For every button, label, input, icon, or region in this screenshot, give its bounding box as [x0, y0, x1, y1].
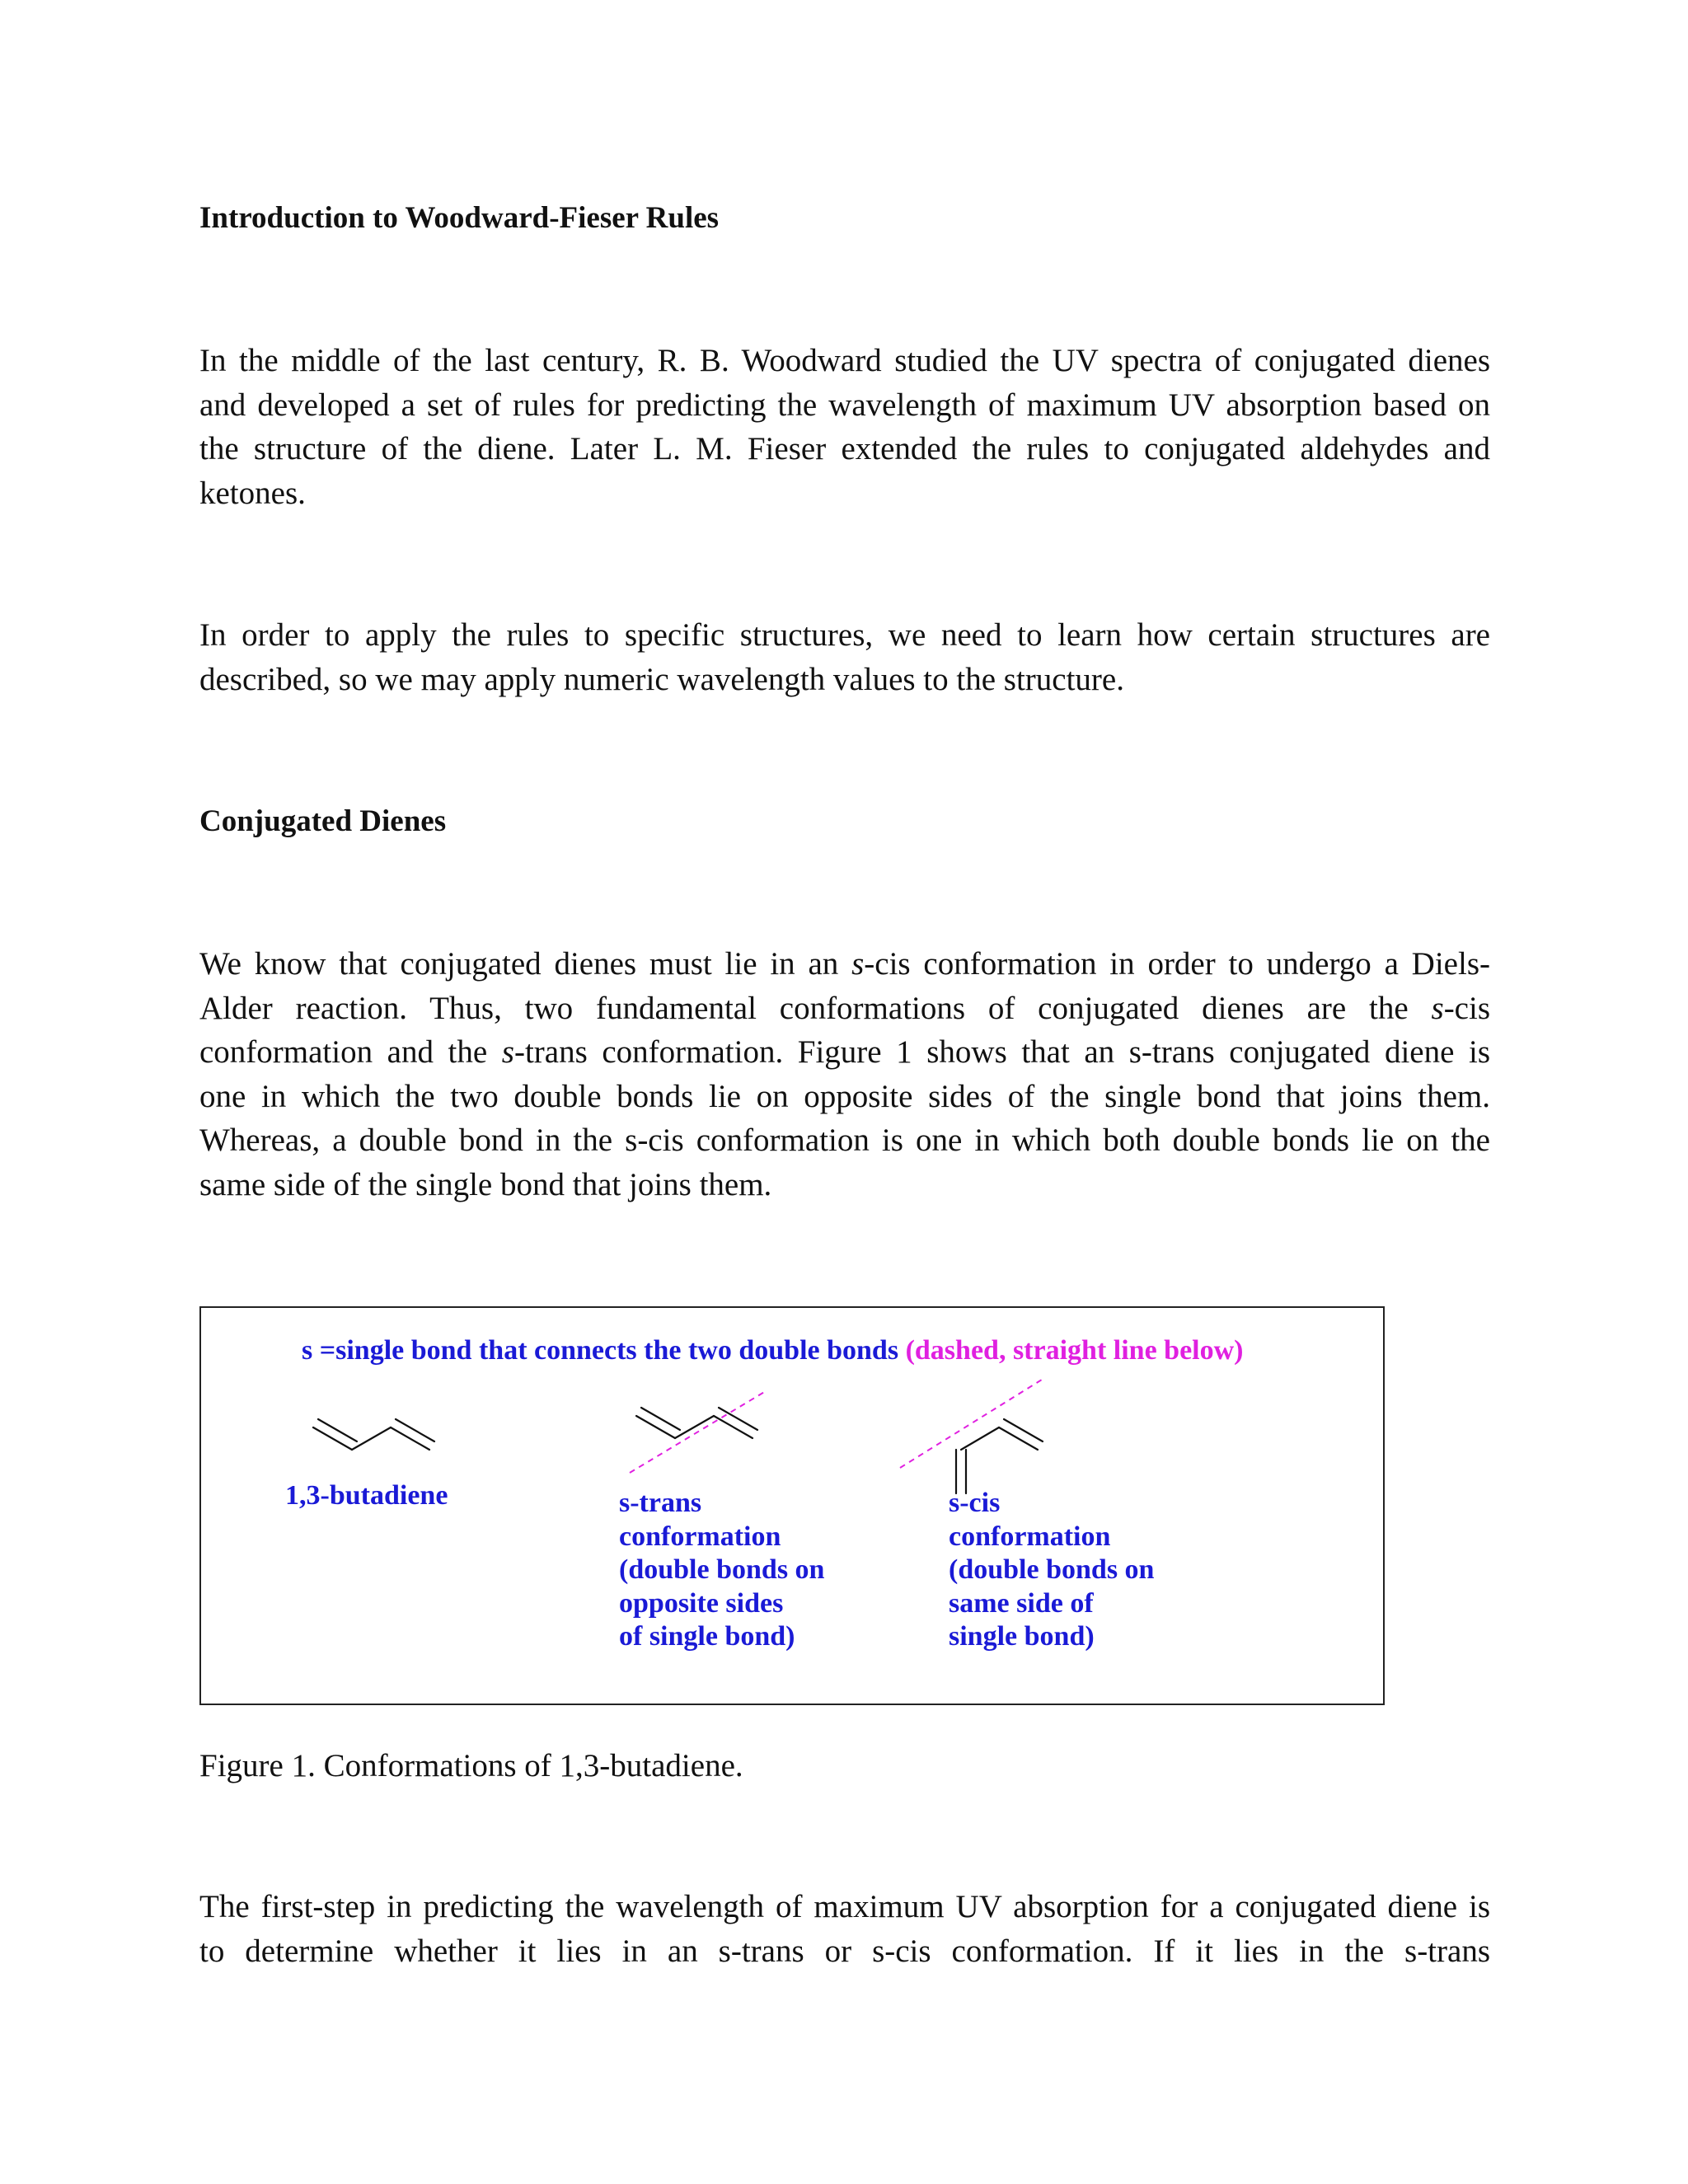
butadiene-structure — [313, 1419, 434, 1450]
text-line: to determine whether it lies in an s-trans or s-cis conformation. If it lies in the s-trans — [199, 1933, 1490, 1969]
s-trans-structure — [636, 1408, 757, 1438]
figure-title: s =single bond that connects the two double bonds (dashed, straight line below) — [302, 1335, 1244, 1366]
text-line: We know that conjugated dienes must lie in an s-cis conformation in order to undergo a Diels- — [199, 946, 1490, 982]
text-line: described, so we may apply numeric wavelength values to the structure. — [199, 661, 1124, 697]
paragraph-apply-rules — [199, 613, 1490, 701]
text-line: conformation and the s-trans conformation. Figure 1 shows that an s-trans conjugated diene is — [199, 1034, 1491, 1070]
text-line: one in which the two double bonds lie on opposite sides of the single bond that joins them. — [199, 1078, 1490, 1114]
s-trans-dashed-line — [630, 1391, 766, 1473]
label-butadiene: 1,3-butadiene — [285, 1480, 448, 1511]
text-line: the structure of the diene. Later L. M. Fieser extended the rules to conjugated aldehydes and — [199, 431, 1490, 466]
text-line: and developed a set of rules for predicting the wavelength of maximum UV absorption based on — [199, 387, 1490, 423]
heading-introduction: Introduction to Woodward-Fieser Rules — [199, 201, 720, 235]
text-line: Alder reaction. Thus, two fundamental conformations of conjugated dienes are the s-cis — [199, 990, 1490, 1026]
paragraph-conformations — [199, 942, 1490, 1207]
text-line: In order to apply the rules to specific structures, we need to learn how certain structures are — [199, 617, 1490, 653]
text-line: same side of the single bond that joins them. — [199, 1166, 772, 1202]
s-cis-dashed-line — [900, 1380, 1042, 1468]
text-line: Whereas, a double bond in the s-cis conformation is one in which both double bonds lie on the — [199, 1122, 1490, 1158]
text-line: ketones. — [199, 475, 306, 511]
heading-conjugated-dienes: Conjugated Dienes — [199, 804, 447, 838]
paragraph-first-step — [199, 1885, 1490, 1973]
label-s-trans: s-trans conformation (double bonds on opposite sides of single bond) — [619, 1488, 825, 1652]
figure-caption: Figure 1. Conformations of 1,3-butadiene. — [199, 1748, 743, 1783]
paragraph-intro — [199, 339, 1490, 515]
label-s-cis: s-cis conformation (double bonds on same side of single bond) — [949, 1488, 1155, 1652]
s-cis-structure — [956, 1419, 1043, 1493]
text-line: In the middle of the last century, R. B. Woodward studied the UV spectra of conjugated dienes — [199, 343, 1490, 378]
text-line: The first-step in predicting the wavelength of maximum UV absorption for a conjugated diene is — [199, 1889, 1490, 1924]
figure-1-box — [199, 1306, 1385, 1705]
